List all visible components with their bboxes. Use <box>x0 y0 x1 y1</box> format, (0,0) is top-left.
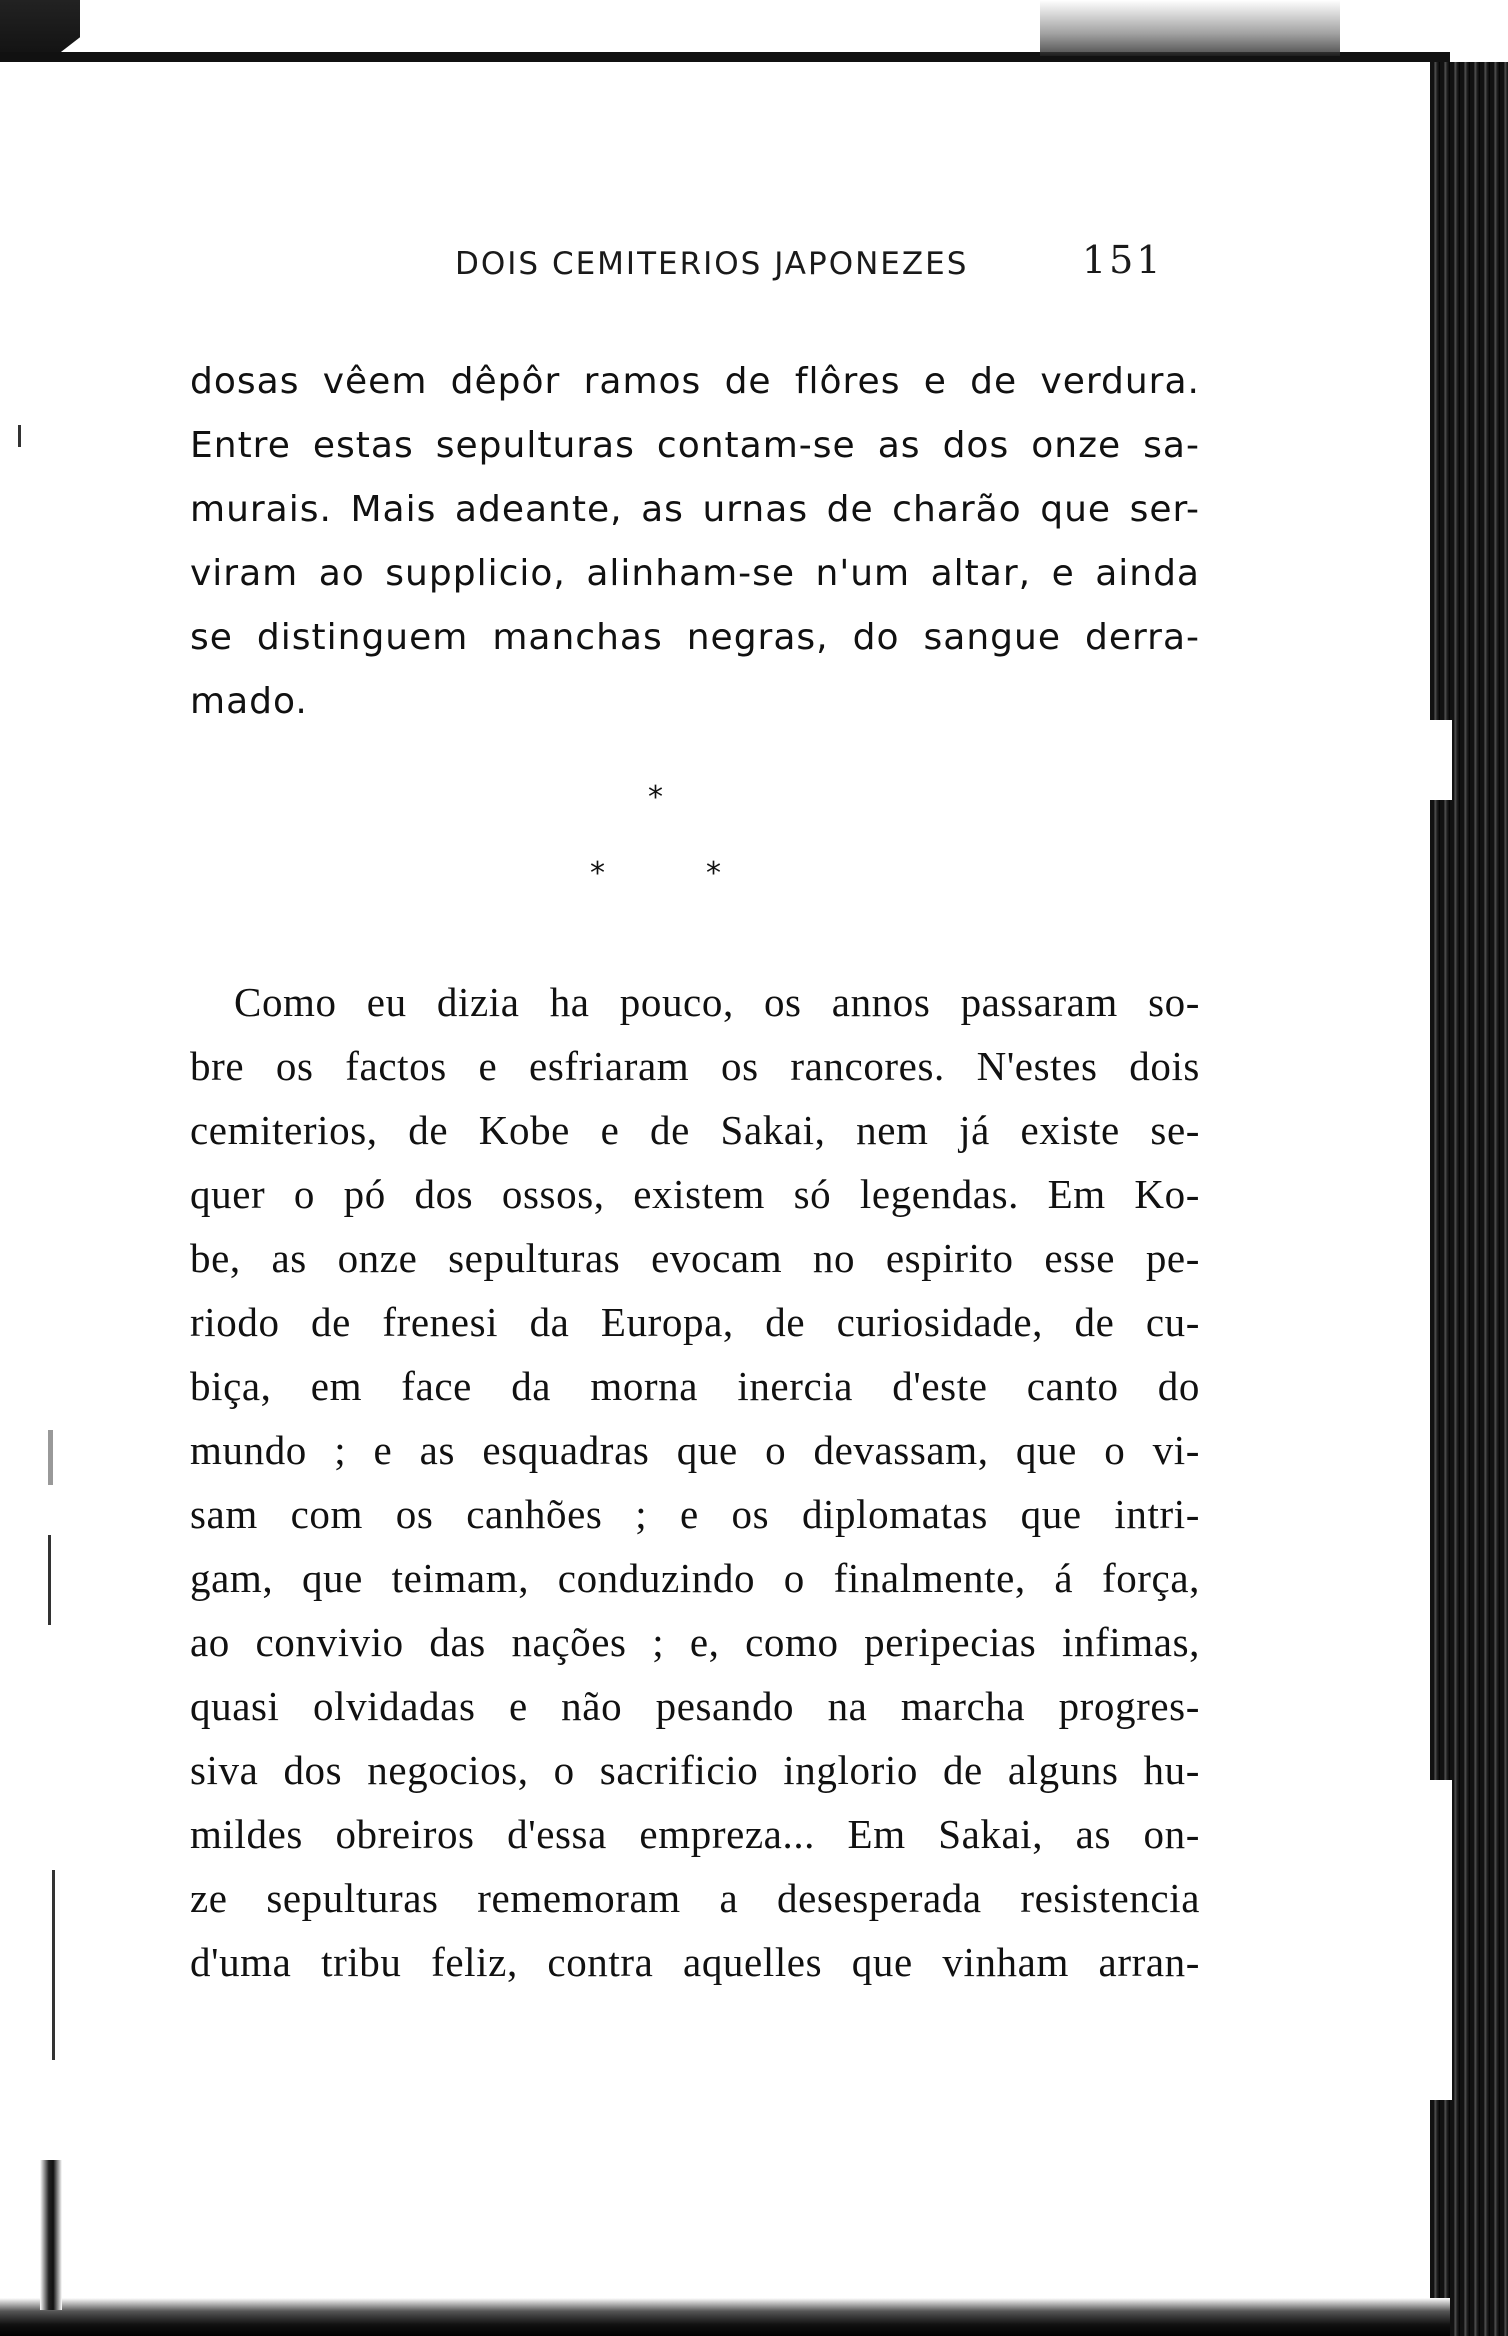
asterisk-glyph: * <box>590 856 605 891</box>
text-line: siva dos negocios, o sacrificio inglorio de alguns hu- <box>190 1747 1200 1793</box>
margin-mark <box>48 1430 53 1485</box>
paragraph-continuation <box>190 350 1200 734</box>
margin-mark <box>52 1870 55 2060</box>
scan-edge-right-gap <box>1418 1780 1452 2100</box>
asterisk-glyph: * <box>648 780 663 815</box>
text-line: gam, que teimam, conduzindo o finalmente, á força, <box>190 1555 1200 1601</box>
text-line: be, as onze sepulturas evocam no espirito esse pe- <box>190 1235 1200 1281</box>
text-line: Entre estas sepulturas contam-se as dos onze sa- <box>190 425 1200 466</box>
text-line: murais. Mais adeante, as urnas de charão que ser- <box>190 489 1200 530</box>
text-line: ao convivio das nações ; e, como peripecias infimas, <box>190 1619 1200 1665</box>
text-line: sam com os canhões ; e os diplomatas que intri- <box>190 1491 1200 1537</box>
text-line: riodo de frenesi da Europa, de curiosidade, de cu- <box>190 1299 1200 1345</box>
scan-edge-top-right <box>1040 0 1340 56</box>
scan-edge-bottom <box>0 2298 1450 2336</box>
text-line: se distinguem manchas negras, do sangue derra- <box>190 617 1200 658</box>
text-line: mado. <box>190 681 308 722</box>
scan-edge-right-gap <box>1418 720 1452 800</box>
margin-mark <box>48 1535 51 1625</box>
text-line: ze sepulturas rememoram a desesperada resistencia <box>190 1875 1200 1921</box>
text-line: quer o pó dos ossos, existem só legendas. Em Ko- <box>190 1171 1200 1217</box>
scan-edge-bottom-left <box>40 2160 62 2310</box>
text-line: d'uma tribu feliz, contra aquelles que vinham arran- <box>190 1939 1200 1985</box>
text-line: cemiterios, de Kobe e de Sakai, nem já existe se- <box>190 1107 1200 1153</box>
text-line: biça, em face da morna inercia d'este canto do <box>190 1363 1200 1409</box>
margin-mark <box>18 425 21 447</box>
text-line: quasi olvidadas e não pesando na marcha progres- <box>190 1683 1200 1729</box>
text-line: dosas vêem dêpôr ramos de flôres e de verdura. <box>190 361 1200 402</box>
text-line: mundo ; e as esquadras que o devassam, que o vi- <box>190 1427 1200 1473</box>
text-line: mildes obreiros d'essa empreza... Em Sakai, as on- <box>190 1811 1200 1857</box>
asterism-separator <box>560 780 760 890</box>
paragraph-main <box>190 970 1200 1994</box>
text-line: Como eu dizia ha pouco, os annos passaram so- <box>234 979 1200 1025</box>
page-number: 151 <box>1082 238 1164 282</box>
running-title: DOIS CEMITERIOS JAPONEZES <box>455 246 969 282</box>
text-line: viram ao supplicio, alinham-se n'um altar, e ainda <box>190 553 1200 594</box>
text-line: bre os factos e esfriaram os rancores. N'estes dois <box>190 1043 1200 1089</box>
asterisk-glyph: * <box>706 856 721 891</box>
